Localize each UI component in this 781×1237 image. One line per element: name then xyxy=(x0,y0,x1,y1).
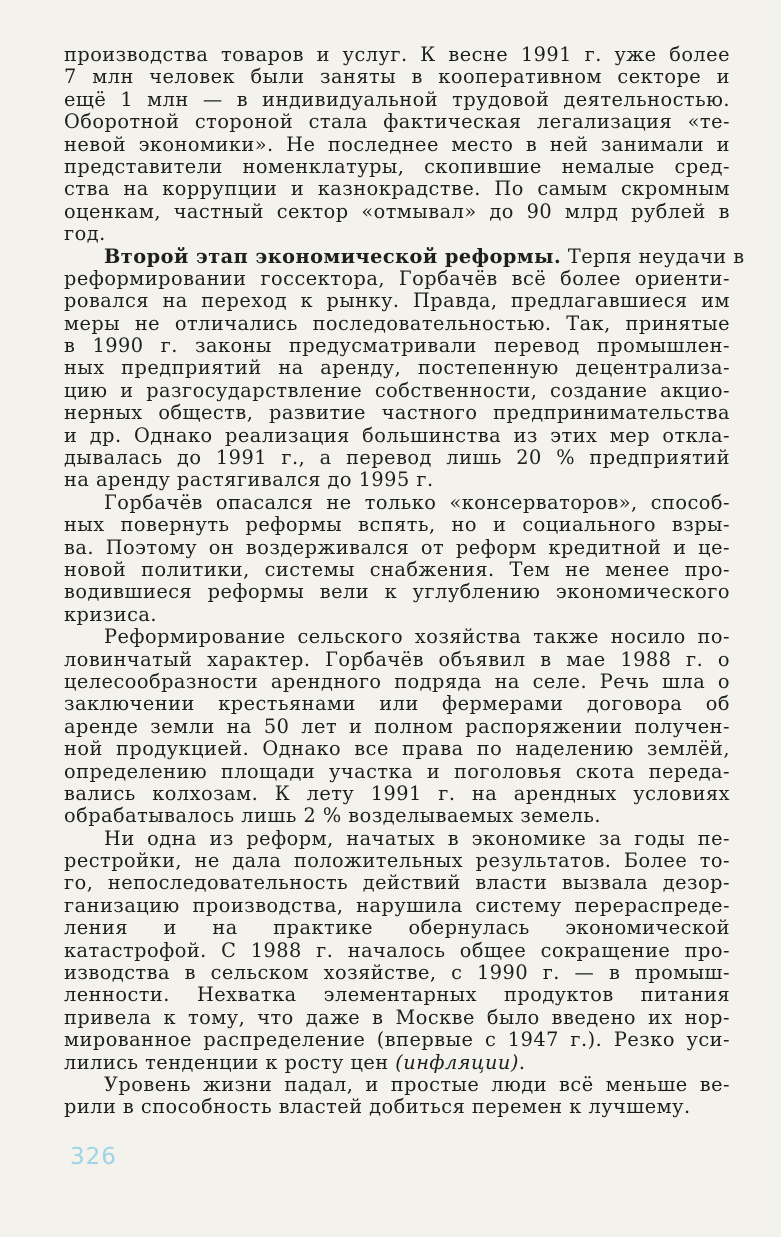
text-line: ленности. Нехватка элементарных продуктов питания xyxy=(64,983,730,1007)
text-line: оценкам, частный сектор «отмывал» до 90 млрд рублей в xyxy=(64,199,730,223)
text-line: дывалась до 1991 г., а перевод лишь 20 % предприятий xyxy=(64,446,730,470)
text-line: кризиса. xyxy=(64,602,158,626)
text-line: Ни одна из реформ, начатых в экономике за годы пе- xyxy=(104,826,730,850)
text-line: на аренду растягивался до 1995 г. xyxy=(64,468,434,492)
text-line: го, непоследовательность действий власти вызвала дезор- xyxy=(64,871,730,895)
text-line: невой экономики». Не последнее место в ней занимали и xyxy=(64,132,730,156)
text-run: . xyxy=(518,1050,526,1074)
italic-term: (инфляции) xyxy=(395,1050,519,1074)
text-line: Горбачёв опасался не только «консерваторов», способ- xyxy=(104,490,730,514)
text-line: ловинчатый характер. Горбачёв объявил в мае 1988 г. о xyxy=(64,647,730,671)
text-line: новой политики, системы снабжения. Тем не менее про- xyxy=(64,557,730,581)
text-line: ещё 1 млн — в индивидуальной трудовой деятельностью. xyxy=(64,87,730,111)
text-line: год. xyxy=(64,222,106,246)
text-line: ных повернуть реформы вспять, но и социального взры- xyxy=(64,513,730,537)
section-heading: Второй этап экономической реформы. xyxy=(104,244,562,268)
text-line: меры не отличались последовательностью. Так, принятые xyxy=(64,311,730,335)
text-line: рили в способность властей добиться перемен к лучшему. xyxy=(64,1095,691,1119)
text-line: водившиеся реформы вели к углублению экономического xyxy=(64,580,730,604)
text-line: Уровень жизни падал, и простые люди всё меньше ве- xyxy=(104,1072,730,1096)
text-line: обрабатывалось лишь 2 % возделываемых земель. xyxy=(64,804,601,828)
text-line: ства на коррупции и казнокрадстве. По самым скромным xyxy=(64,177,730,201)
text-line: производства товаров и услуг. К весне 1991 г. уже более xyxy=(64,43,730,66)
text-line: ной продукцией. Однако все права по наделению землёй, xyxy=(64,737,730,761)
text-run: Терпя неудачи в xyxy=(561,244,745,268)
text-line xyxy=(64,1052,730,1074)
text-line: аренде земли на 50 лет и полном распоряжении получен- xyxy=(64,714,730,738)
text-line: реформировании госсектора, Горбачёв всё более ориенти- xyxy=(64,266,730,290)
text-line: определению площади участка и поголовья скота переда- xyxy=(64,759,730,783)
text-run: лились тенденции к росту цен xyxy=(64,1050,396,1074)
text-line: ления и на практике обернулась экономической xyxy=(64,916,730,940)
text-line: рестройки, не дала положительных результатов. Более то- xyxy=(64,849,730,873)
text-line: нерных обществ, развитие частного предпринимательства xyxy=(64,401,730,425)
text-line: изводства в сельском хозяйстве, с 1990 г. — в промыш- xyxy=(64,961,730,985)
text-line: привела к тому, что даже в Москве было введено их нор- xyxy=(64,1005,730,1029)
text-line: ва. Поэтому он воздерживался от реформ кредитной и це- xyxy=(64,535,730,559)
text-line: ровался на переход к рынку. Правда, предлагавшиеся им xyxy=(64,289,730,313)
text-line: Оборотной стороной стала фактическая легализация «те- xyxy=(64,110,730,134)
text-line: катастрофой. С 1988 г. началось общее сокращение про- xyxy=(64,938,730,962)
text-line: и др. Однако реализация большинства из этих мер откла- xyxy=(64,423,730,447)
text-line: 7 млн человек были заняты в кооперативном секторе и xyxy=(64,65,730,89)
text-line: заключении крестьянами или фермерами договора об xyxy=(64,692,730,716)
text-line: представители номенклатуры, скопившие немалые сред- xyxy=(64,154,730,178)
text-line: цию и разгосударствление собственности, создание акцио- xyxy=(64,378,730,402)
text-line: Реформирование сельского хозяйства также носило по- xyxy=(104,625,730,649)
text-line: ных предприятий на аренду, постепенную децентрализа- xyxy=(64,356,730,380)
text-line: вались колхозам. К лету 1991 г. на арендных условиях xyxy=(64,781,730,805)
text-line: мированное распределение (впервые с 1947 г.). Резко уси- xyxy=(64,1028,730,1052)
text-line: в 1990 г. законы предусматривали перевод промышлен- xyxy=(64,334,730,358)
page-number: 326 xyxy=(70,1144,117,1170)
text-line: ганизацию производства, нарушила систему перераспреде- xyxy=(64,893,730,917)
text-line xyxy=(64,244,745,268)
text-line: целесообразности арендного подряда на селе. Речь шла о xyxy=(64,669,730,693)
body-text xyxy=(64,43,745,1119)
